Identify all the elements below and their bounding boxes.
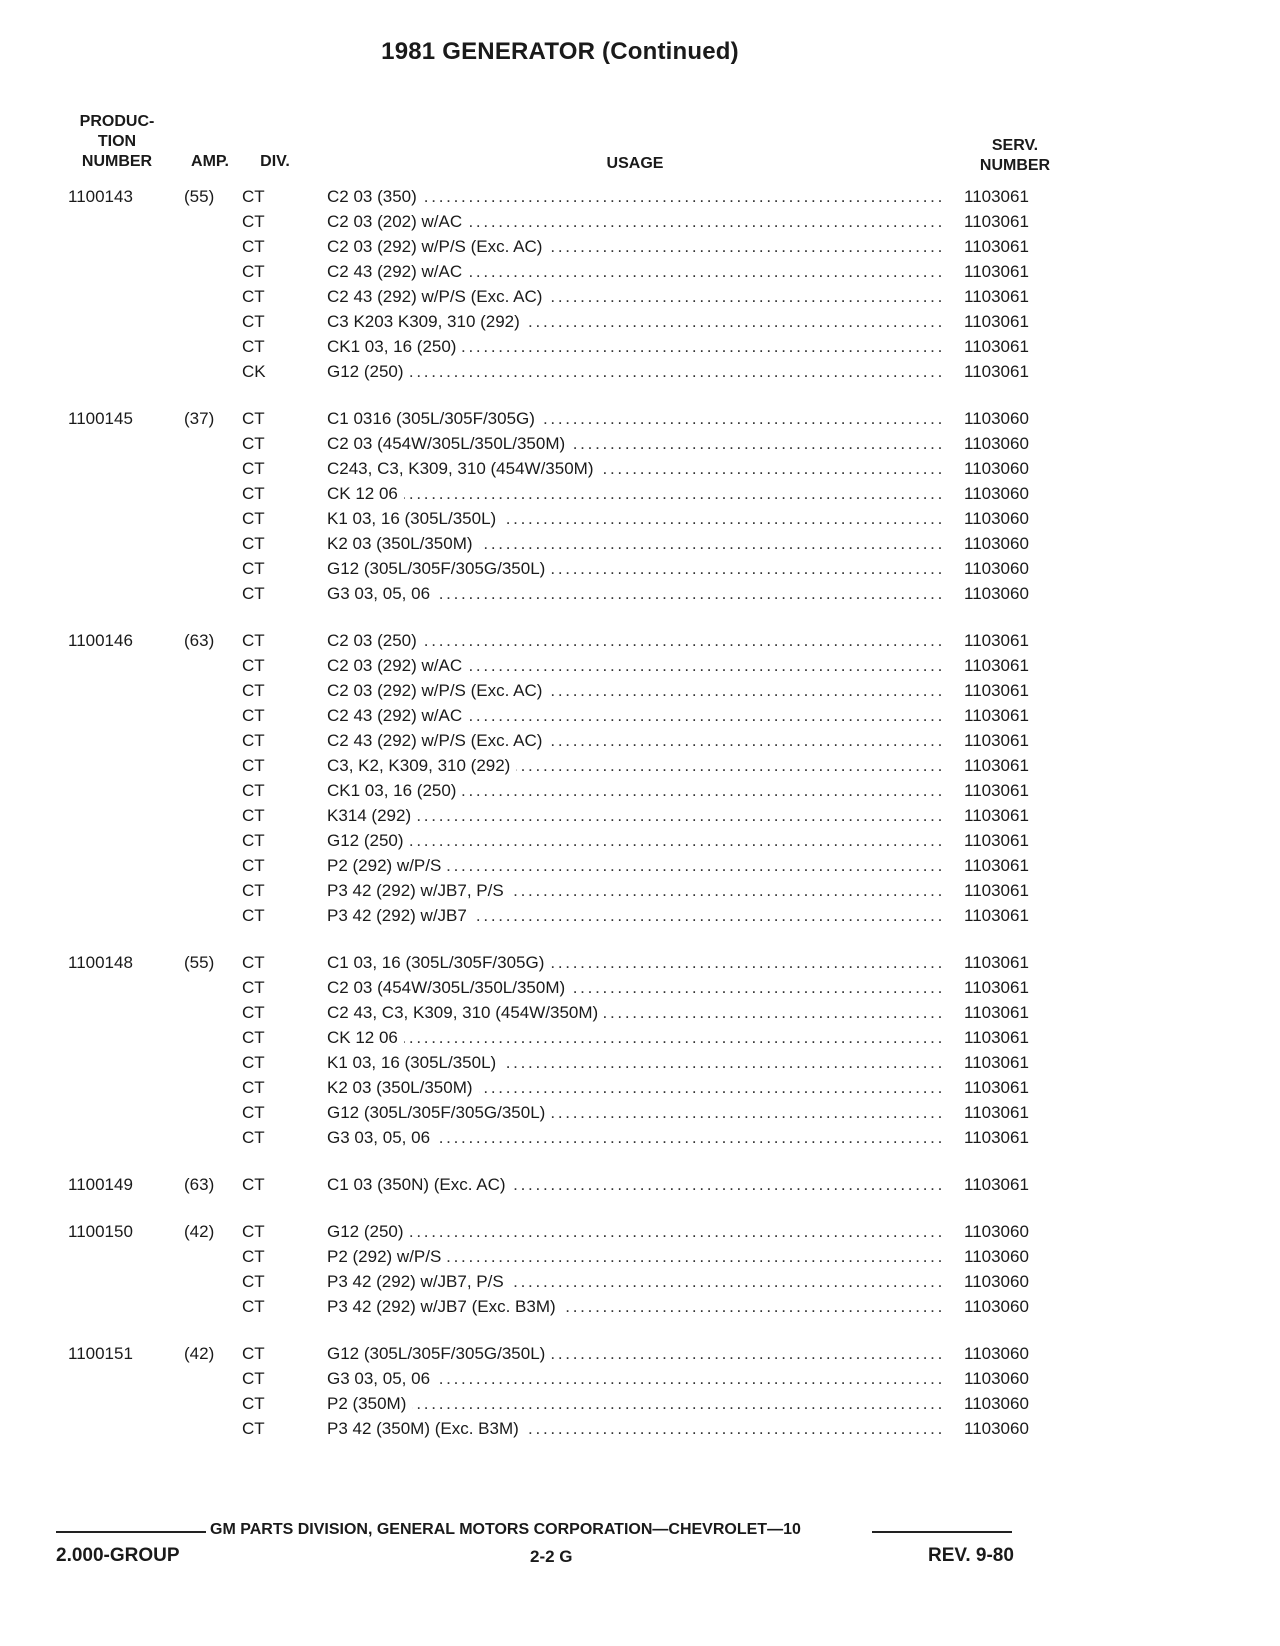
usage-text: C243, C3, K309, 310 (454W/350M)	[327, 459, 599, 478]
usage-text: C2 03 (454W/305L/350L/350M)	[327, 978, 571, 997]
service-number: 1103060	[960, 406, 1064, 431]
division-code: CT	[242, 262, 265, 281]
usage-cell	[327, 259, 945, 284]
usage-cell	[327, 581, 945, 606]
footer-group: 2.000-GROUP	[56, 1545, 180, 1566]
table-row	[0, 1025, 1280, 1050]
usage-text: CK 12 06	[327, 484, 404, 503]
service-number: 1103061	[960, 728, 1064, 753]
division-code: CT	[242, 434, 265, 453]
service-number: 1103061	[960, 975, 1064, 1000]
table-row	[0, 1391, 1280, 1416]
amp-rating: (63)	[184, 1175, 215, 1194]
table-row	[0, 556, 1280, 581]
division-code: CT	[242, 509, 265, 528]
usage-text: G12 (305L/305F/305G/350L)	[327, 559, 551, 578]
service-number: 1103061	[960, 903, 1064, 928]
table-row	[0, 406, 1280, 431]
usage-cell	[327, 1341, 945, 1366]
table-row	[0, 481, 1280, 506]
usage-text: K2 03 (350L/350M)	[327, 534, 479, 553]
usage-cell	[327, 284, 945, 309]
amp-rating: (55)	[184, 187, 215, 206]
amp-rating: (55)	[184, 953, 215, 972]
division-code: CT	[242, 1175, 265, 1194]
service-number: 1103061	[960, 628, 1064, 653]
usage-cell	[327, 803, 945, 828]
table-row	[0, 628, 1280, 653]
table-row	[0, 1294, 1280, 1319]
service-number: 1103061	[960, 309, 1064, 334]
usage-cell	[327, 334, 945, 359]
usage-cell	[327, 778, 945, 803]
usage-cell	[327, 481, 945, 506]
service-number: 1103061	[960, 359, 1064, 384]
division-code: CT	[242, 631, 265, 650]
service-number: 1103061	[960, 950, 1064, 975]
production-number: 1100146	[68, 631, 133, 650]
usage-text: C2 03 (350)	[327, 187, 423, 206]
usage-text: P3 42 (292) w/JB7, P/S	[327, 1272, 510, 1291]
usage-text: P3 42 (292) w/JB7 (Exc. B3M)	[327, 1297, 562, 1316]
service-number: 1103061	[960, 678, 1064, 703]
usage-cell	[327, 531, 945, 556]
usage-cell	[327, 406, 945, 431]
division-code: CT	[242, 237, 265, 256]
division-code: CT	[242, 1344, 265, 1363]
usage-text: P2 (292) w/P/S	[327, 856, 447, 875]
division-code: CT	[242, 534, 265, 553]
division-code: CT	[242, 681, 265, 700]
service-number: 1103060	[960, 1219, 1064, 1244]
footer-rule-left	[56, 1531, 206, 1533]
usage-text: G12 (305L/305F/305G/350L)	[327, 1103, 551, 1122]
usage-text: K1 03, 16 (305L/350L)	[327, 509, 502, 528]
division-code: CT	[242, 1128, 265, 1147]
footer-page-number: 2-2 G	[530, 1547, 573, 1566]
usage-cell	[327, 1050, 945, 1075]
production-group	[0, 1219, 1280, 1319]
header-div: DIV.	[260, 153, 290, 170]
usage-text: G12 (250)	[327, 831, 410, 850]
usage-text: K1 03, 16 (305L/350L)	[327, 1053, 502, 1072]
service-number: 1103061	[960, 1125, 1064, 1150]
service-number: 1103061	[960, 753, 1064, 778]
usage-cell	[327, 628, 945, 653]
table-row	[0, 778, 1280, 803]
division-code: CT	[242, 1222, 265, 1241]
usage-cell	[327, 431, 945, 456]
table-row	[0, 678, 1280, 703]
table-row	[0, 950, 1280, 975]
usage-cell	[327, 1000, 945, 1025]
service-number: 1103060	[960, 1366, 1064, 1391]
table-row	[0, 703, 1280, 728]
usage-cell	[327, 234, 945, 259]
usage-text: C2 03 (454W/305L/350L/350M)	[327, 434, 571, 453]
table-row	[0, 1100, 1280, 1125]
table-row	[0, 284, 1280, 309]
service-number: 1103060	[960, 1416, 1064, 1441]
usage-cell	[327, 184, 945, 209]
service-number: 1103061	[960, 1000, 1064, 1025]
service-number: 1103061	[960, 653, 1064, 678]
division-code: CT	[242, 1419, 265, 1438]
production-group	[0, 628, 1280, 928]
production-number: 1100145	[68, 409, 133, 428]
table-row	[0, 431, 1280, 456]
table-row	[0, 506, 1280, 531]
usage-text: C2 03 (292) w/P/S (Exc. AC)	[327, 237, 548, 256]
footer-division: GM PARTS DIVISION, GENERAL MOTORS CORPORATION—CHEVROLET—10	[210, 1521, 801, 1538]
service-number: 1103061	[960, 803, 1064, 828]
service-number: 1103061	[960, 209, 1064, 234]
usage-text: K2 03 (350L/350M)	[327, 1078, 479, 1097]
usage-cell	[327, 1075, 945, 1100]
production-number: 1100148	[68, 953, 133, 972]
service-number: 1103061	[960, 878, 1064, 903]
usage-cell	[327, 1125, 945, 1150]
service-number: 1103060	[960, 531, 1064, 556]
table-row	[0, 1125, 1280, 1150]
usage-text: C2 03 (202) w/AC	[327, 212, 468, 231]
table-row	[0, 1416, 1280, 1441]
service-number: 1103060	[960, 556, 1064, 581]
service-number: 1103060	[960, 481, 1064, 506]
table-row	[0, 1172, 1280, 1197]
usage-cell	[327, 1366, 945, 1391]
amp-rating: (42)	[184, 1344, 215, 1363]
production-number: 1100151	[68, 1344, 133, 1363]
usage-cell	[327, 456, 945, 481]
service-number: 1103060	[960, 506, 1064, 531]
usage-cell	[327, 1172, 945, 1197]
table-row	[0, 878, 1280, 903]
division-code: CT	[242, 706, 265, 725]
usage-text: P2 (350M)	[327, 1394, 412, 1413]
usage-text: C2 43 (292) w/AC	[327, 262, 468, 281]
division-code: CT	[242, 856, 265, 875]
usage-text: G3 03, 05, 06	[327, 584, 436, 603]
production-group	[0, 1341, 1280, 1441]
usage-cell	[327, 903, 945, 928]
usage-text: P3 42 (292) w/JB7	[327, 906, 473, 925]
usage-cell	[327, 1269, 945, 1294]
usage-cell	[327, 1391, 945, 1416]
usage-text: G3 03, 05, 06	[327, 1128, 436, 1147]
production-group	[0, 406, 1280, 606]
usage-cell	[327, 653, 945, 678]
division-code: CT	[242, 1247, 265, 1266]
usage-text: G12 (250)	[327, 1222, 410, 1241]
table-row	[0, 828, 1280, 853]
division-code: CT	[242, 312, 265, 331]
service-number: 1103061	[960, 828, 1064, 853]
table-row	[0, 581, 1280, 606]
division-code: CT	[242, 187, 265, 206]
service-number: 1103060	[960, 1391, 1064, 1416]
usage-text: C1 0316 (305L/305F/305G)	[327, 409, 541, 428]
production-group	[0, 950, 1280, 1150]
service-number: 1103060	[960, 1341, 1064, 1366]
usage-text: C3, K2, K309, 310 (292)	[327, 756, 516, 775]
division-code: CT	[242, 831, 265, 850]
division-code: CT	[242, 906, 265, 925]
service-number: 1103060	[960, 1244, 1064, 1269]
usage-cell	[327, 1244, 945, 1269]
service-number: 1103061	[960, 284, 1064, 309]
division-code: CT	[242, 978, 265, 997]
amp-rating: (37)	[184, 409, 215, 428]
usage-text: P2 (292) w/P/S	[327, 1247, 447, 1266]
division-code: CT	[242, 781, 265, 800]
division-code: CT	[242, 756, 265, 775]
usage-text: C2 43 (292) w/P/S (Exc. AC)	[327, 287, 548, 306]
usage-cell	[327, 950, 945, 975]
service-number: 1103061	[960, 703, 1064, 728]
division-code: CT	[242, 584, 265, 603]
division-code: CT	[242, 1028, 265, 1047]
usage-text: K314 (292)	[327, 806, 417, 825]
header-production-number: PRODUC- TION NUMBER	[79, 113, 155, 170]
usage-cell	[327, 853, 945, 878]
usage-text: C1 03, 16 (305L/305F/305G)	[327, 953, 550, 972]
service-number: 1103061	[960, 1100, 1064, 1125]
division-code: CT	[242, 1053, 265, 1072]
header-amp: AMP.	[191, 153, 229, 170]
division-code: CT	[242, 731, 265, 750]
division-code: CT	[242, 1369, 265, 1388]
usage-text: C2 03 (250)	[327, 631, 423, 650]
table-row	[0, 1341, 1280, 1366]
usage-text: C3 K203 K309, 310 (292)	[327, 312, 526, 331]
division-code: CT	[242, 1003, 265, 1022]
usage-cell	[327, 359, 945, 384]
service-number: 1103061	[960, 1050, 1064, 1075]
table-row	[0, 234, 1280, 259]
usage-cell	[327, 309, 945, 334]
amp-rating: (63)	[184, 631, 215, 650]
production-group	[0, 184, 1280, 384]
table-row	[0, 653, 1280, 678]
division-code: CT	[242, 212, 265, 231]
service-number: 1103061	[960, 234, 1064, 259]
table-row	[0, 853, 1280, 878]
table-row	[0, 456, 1280, 481]
table-row	[0, 259, 1280, 284]
usage-text: G12 (250)	[327, 362, 410, 381]
service-number: 1103061	[960, 1172, 1064, 1197]
division-code: CT	[242, 953, 265, 972]
usage-cell	[327, 728, 945, 753]
footer-revision: REV. 9-80	[928, 1545, 1014, 1566]
usage-text: C2 43 (292) w/AC	[327, 706, 468, 725]
usage-cell	[327, 703, 945, 728]
division-code: CT	[242, 484, 265, 503]
service-number: 1103061	[960, 778, 1064, 803]
usage-text: CK 12 06	[327, 1028, 404, 1047]
amp-rating: (42)	[184, 1222, 215, 1241]
table-row	[0, 1219, 1280, 1244]
division-code: CK	[242, 362, 266, 381]
usage-text: CK1 03, 16 (250)	[327, 337, 462, 356]
header-usage: USAGE	[606, 155, 664, 172]
usage-text: G3 03, 05, 06	[327, 1369, 436, 1388]
service-number: 1103060	[960, 456, 1064, 481]
header-serv-number: SERV. NUMBER	[979, 137, 1051, 174]
table-row	[0, 728, 1280, 753]
division-code: CT	[242, 459, 265, 478]
table-row	[0, 1050, 1280, 1075]
division-code: CT	[242, 1297, 265, 1316]
usage-cell	[327, 506, 945, 531]
usage-cell	[327, 975, 945, 1000]
table-row	[0, 531, 1280, 556]
usage-cell	[327, 556, 945, 581]
table-row	[0, 903, 1280, 928]
table-row	[0, 1269, 1280, 1294]
table-row	[0, 359, 1280, 384]
usage-text: P3 42 (292) w/JB7, P/S	[327, 881, 510, 900]
usage-cell	[327, 1416, 945, 1441]
production-number: 1100150	[68, 1222, 133, 1241]
division-code: CT	[242, 337, 265, 356]
division-code: CT	[242, 409, 265, 428]
usage-cell	[327, 878, 945, 903]
division-code: CT	[242, 1103, 265, 1122]
division-code: CT	[242, 559, 265, 578]
division-code: CT	[242, 806, 265, 825]
usage-text: CK1 03, 16 (250)	[327, 781, 462, 800]
table-row	[0, 803, 1280, 828]
usage-cell	[327, 209, 945, 234]
usage-text: C1 03 (350N) (Exc. AC)	[327, 1175, 512, 1194]
service-number: 1103060	[960, 1294, 1064, 1319]
table-row	[0, 209, 1280, 234]
usage-cell	[327, 828, 945, 853]
production-number: 1100149	[68, 1175, 133, 1194]
usage-cell	[327, 753, 945, 778]
usage-cell	[327, 1100, 945, 1125]
table-row	[0, 1000, 1280, 1025]
service-number: 1103061	[960, 184, 1064, 209]
service-number: 1103060	[960, 431, 1064, 456]
usage-text: G12 (305L/305F/305G/350L)	[327, 1344, 551, 1363]
table-row	[0, 184, 1280, 209]
division-code: CT	[242, 656, 265, 675]
division-code: CT	[242, 287, 265, 306]
usage-text: C2 03 (292) w/P/S (Exc. AC)	[327, 681, 548, 700]
service-number: 1103060	[960, 581, 1064, 606]
division-code: CT	[242, 1078, 265, 1097]
service-number: 1103060	[960, 1269, 1064, 1294]
division-code: CT	[242, 1394, 265, 1413]
usage-text: C2 43 (292) w/P/S (Exc. AC)	[327, 731, 548, 750]
usage-cell	[327, 1219, 945, 1244]
parts-table	[0, 184, 1280, 1463]
table-row	[0, 309, 1280, 334]
division-code: CT	[242, 1272, 265, 1291]
table-row	[0, 1075, 1280, 1100]
usage-cell	[327, 1294, 945, 1319]
page-title: 1981 GENERATOR (Continued)	[381, 38, 739, 65]
service-number: 1103061	[960, 1025, 1064, 1050]
table-row	[0, 975, 1280, 1000]
usage-text: C2 43, C3, K309, 310 (454W/350M)	[327, 1003, 604, 1022]
table-row	[0, 1244, 1280, 1269]
service-number: 1103061	[960, 1075, 1064, 1100]
usage-cell	[327, 1025, 945, 1050]
table-row	[0, 753, 1280, 778]
service-number: 1103061	[960, 259, 1064, 284]
division-code: CT	[242, 881, 265, 900]
production-group	[0, 1172, 1280, 1197]
usage-text: C2 03 (292) w/AC	[327, 656, 468, 675]
service-number: 1103061	[960, 853, 1064, 878]
usage-text: P3 42 (350M) (Exc. B3M)	[327, 1419, 525, 1438]
table-row	[0, 334, 1280, 359]
footer-rule-right	[872, 1531, 1012, 1533]
usage-cell	[327, 678, 945, 703]
service-number: 1103061	[960, 334, 1064, 359]
production-number: 1100143	[68, 187, 133, 206]
table-row	[0, 1366, 1280, 1391]
